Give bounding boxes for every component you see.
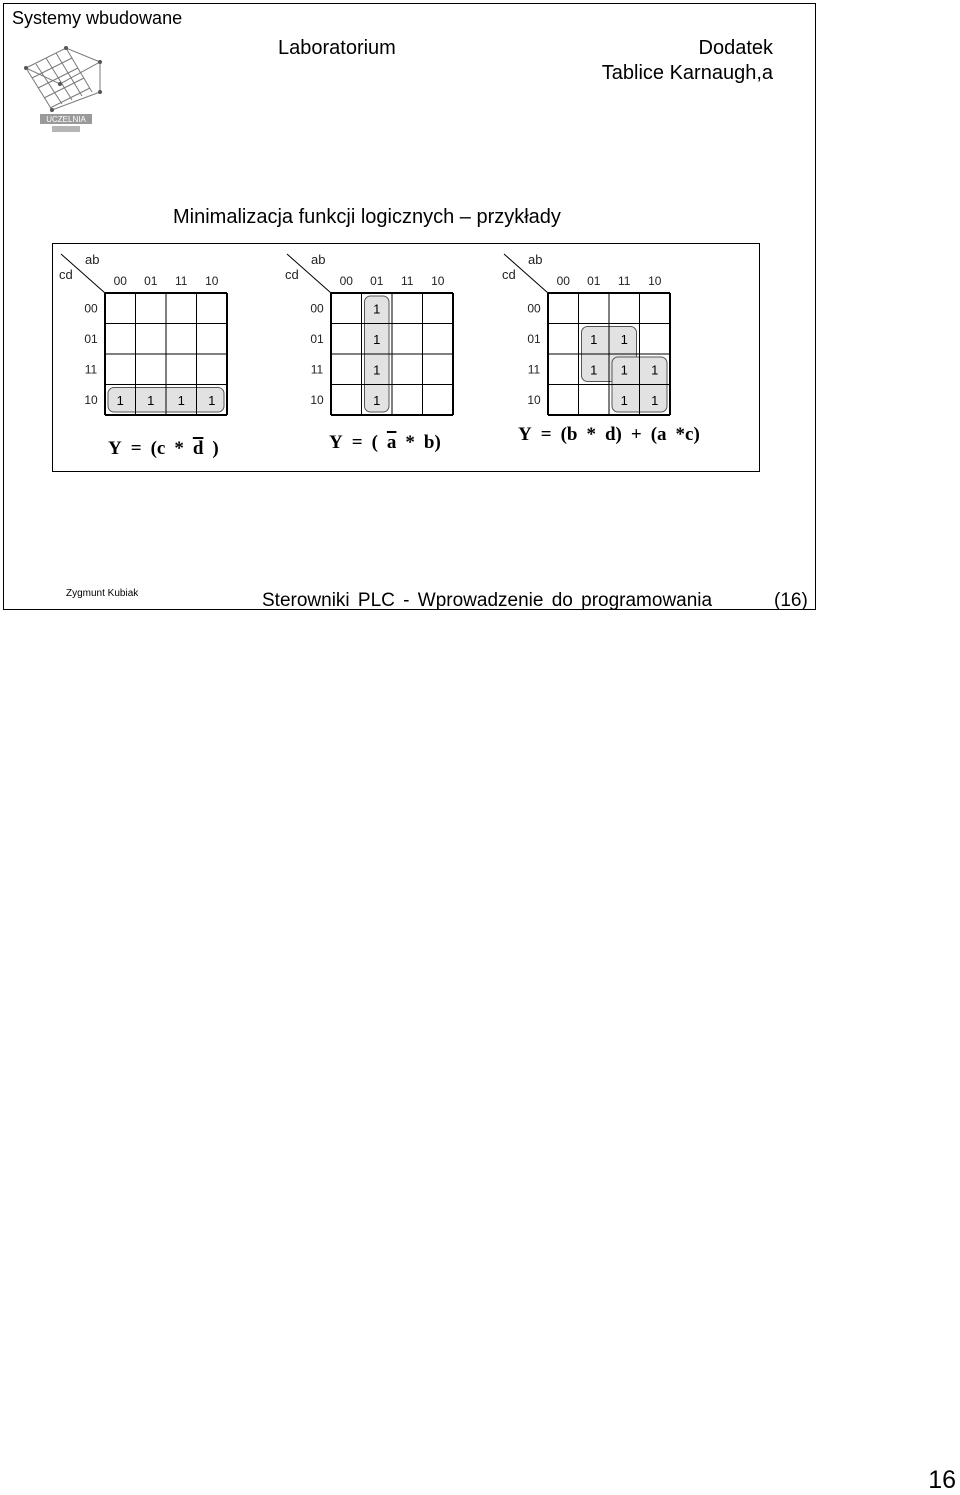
formula-part: (b [560, 424, 578, 445]
footer-title [262, 590, 712, 612]
formula-part: = [351, 432, 363, 453]
row-code-label: 01 [84, 331, 98, 346]
cell-one: 1 [620, 362, 628, 378]
col-var-label: ab [311, 252, 326, 267]
author: Zygmunt Kubiak [66, 588, 139, 599]
col-code-label: 00 [339, 274, 353, 288]
cell-one: 1 [590, 331, 598, 347]
formula-part: (a [650, 424, 667, 445]
row-code-label: 01 [310, 331, 324, 346]
formula-part: a [386, 432, 397, 453]
formula-part: (c [150, 438, 166, 459]
formula-part: = [540, 424, 552, 445]
row-var-label: cd [502, 267, 516, 282]
row-var-label: cd [59, 267, 73, 282]
cell-one: 1 [208, 392, 216, 408]
cell-one: 1 [147, 392, 155, 408]
cell-one: 1 [373, 301, 381, 317]
karnaugh-panel [52, 243, 760, 472]
row-code-label: 01 [527, 331, 541, 346]
section-title: Laboratorium [278, 37, 396, 59]
formula-part: * [405, 432, 415, 453]
course-name: Systemy wbudowane [12, 8, 183, 28]
formula-part: Y [329, 432, 343, 453]
row-code-label: 10 [310, 392, 324, 407]
row-code-label: 00 [84, 301, 98, 316]
row-code-label: 10 [527, 392, 541, 407]
col-code-label: 11 [401, 274, 414, 288]
col-code-label: 11 [175, 274, 188, 288]
col-code-label: 10 [205, 274, 219, 288]
cell-one: 1 [620, 331, 628, 347]
col-code-label: 00 [556, 274, 570, 288]
formula-part: + [630, 424, 642, 445]
formula-part: ( [371, 432, 378, 453]
footer-course-title: Sterowniki PLC - Wprowadzenie do programowania [262, 590, 713, 611]
formula-part: = [130, 438, 142, 459]
formula-part: b) [423, 432, 441, 453]
cell-one: 1 [620, 392, 628, 408]
cell-one: 1 [651, 362, 659, 378]
appendix-label: Dodatek [698, 37, 773, 59]
col-code-label: 01 [587, 274, 601, 288]
col-code-label: 00 [113, 274, 127, 288]
formula-part: * [586, 424, 596, 445]
university-logo [18, 40, 108, 138]
col-code-label: 11 [618, 274, 631, 288]
row-var-label: cd [285, 267, 299, 282]
cell-one: 1 [373, 331, 381, 347]
formula-part: ) [212, 438, 219, 459]
col-var-label: ab [528, 252, 543, 267]
formula-part: Y [108, 438, 122, 459]
col-code-label: 01 [370, 274, 384, 288]
page-number: 16 [928, 1466, 956, 1494]
topic-title: Tablice Karnaugh,a [601, 62, 773, 84]
cell-one: 1 [116, 392, 124, 408]
row-code-label: 10 [84, 392, 98, 407]
formula-part: Y [518, 424, 532, 445]
cell-one: 1 [373, 392, 381, 408]
logo-text: UCZELNIA [46, 115, 86, 124]
slide [3, 3, 816, 610]
formula-part: d [192, 438, 204, 459]
row-code-label: 00 [527, 301, 541, 316]
cell-one: 1 [651, 392, 659, 408]
row-code-label: 11 [310, 362, 324, 377]
formula-part: d) [604, 424, 622, 445]
col-code-label: 01 [144, 274, 158, 288]
col-code-label: 10 [431, 274, 445, 288]
row-code-label: 11 [84, 362, 98, 377]
karnaugh-maps [53, 244, 759, 471]
row-code-label: 00 [310, 301, 324, 316]
cell-one: 1 [373, 362, 381, 378]
formula-part: *c) [675, 424, 700, 445]
slide-title: Minimalizacja funkcji logicznych – przykłady [173, 206, 561, 228]
col-var-label: ab [85, 252, 100, 267]
cell-one: 1 [177, 392, 185, 408]
col-code-label: 10 [648, 274, 662, 288]
cell-one: 1 [590, 362, 598, 378]
slide-number: (16) [774, 590, 808, 611]
row-code-label: 11 [527, 362, 541, 377]
formula-part: * [174, 438, 184, 459]
